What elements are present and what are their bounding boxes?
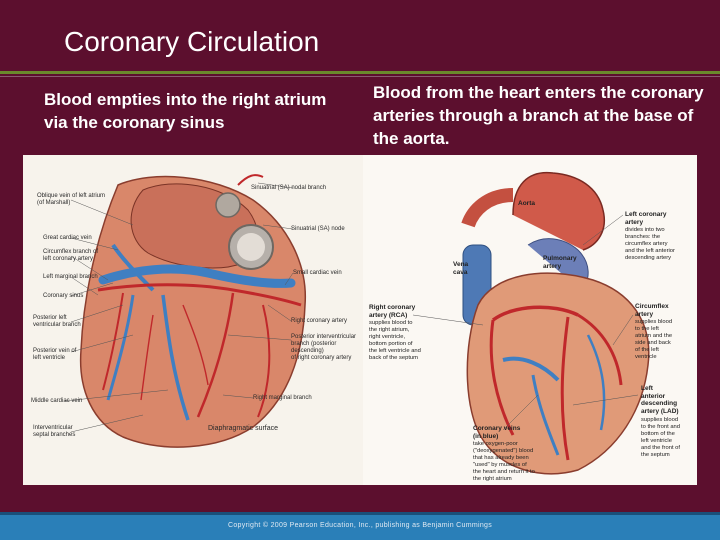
label-vena-cava: Vena cava	[453, 261, 469, 276]
right-caption: Blood from the heart enters the coronary arteries through a branch at the base of the aorta.	[373, 83, 704, 148]
left-caption: Blood empties into the right atrium via the coronary sinus	[44, 90, 327, 132]
label-right-marginal: Right marginal branch	[253, 395, 312, 401]
label-posterior-interventricular: Posterior interventricular branch (posterior descending) of right coronary artery	[291, 334, 357, 361]
label-middle-cardiac-vein: Middle cardiac vein	[31, 398, 83, 404]
label-right-coronary-artery: Right coronary artery	[291, 318, 348, 324]
label-left-coronary-desc: divides into two branches: the circumflex artery and the left anterior descending artery	[625, 227, 675, 261]
label-rca-title: Right coronary artery (RCA)	[369, 304, 416, 319]
label-oblique-vein: Oblique vein of left atrium (of Marshall)	[37, 193, 106, 206]
copyright-text: Copyright © 2009 Pearson Education, Inc., publishing as Benjamin Cummings	[227, 522, 493, 529]
label-circumflex-branch: Circumflex branch of left coronary artery	[43, 249, 99, 262]
title-rule	[0, 71, 720, 74]
label-circumflex-desc: supplies blood to the left atrium and the side and back of the left ventricle	[635, 319, 673, 360]
label-small-cardiac-vein: Small cardiac vein	[293, 270, 342, 276]
label-posterior-vein-lv: Posterior vein of left ventricle	[33, 348, 77, 361]
anterior-heart-figure	[363, 155, 697, 485]
label-coronary-sinus: Coronary sinus	[43, 293, 84, 299]
label-diaphragmatic-surface: Diaphragmatic surface	[208, 425, 279, 432]
label-lad-title: Left anterior descending artery (LAD)	[641, 385, 679, 415]
label-interventricular-septal: Interventricular septal branches	[33, 425, 76, 438]
label-aorta: Aorta	[518, 200, 535, 207]
label-great-cardiac-vein: Great cardiac vein	[43, 235, 92, 241]
label-veins-title: Coronary veins (in blue)	[473, 425, 521, 440]
label-pulmonary-artery: Pulmonary artery	[543, 255, 577, 270]
label-veins-desc: take oxygen-poor ("deoxygenated") blood that has already been "used" by muscles of the heart and return it to the right atrium	[473, 441, 535, 482]
label-sa-node: Sinuatrial (SA) node	[291, 226, 345, 232]
posterior-heart-figure	[23, 155, 368, 485]
slide-title: Coronary Circulation	[64, 26, 320, 57]
label-circumflex-title: Circumflex artery	[635, 303, 669, 318]
label-lad-desc: supplies blood to the front and bottom of the left ventricle and the front of the septum	[641, 417, 680, 458]
label-left-coronary-title: Left coronary artery	[625, 211, 667, 226]
title-rule-thin	[0, 76, 720, 77]
label-posterior-lv-branch: Posterior left ventricular branch	[33, 315, 81, 328]
label-sa-nodal-branch: Sinuatrial (SA) nodal branch	[251, 185, 327, 191]
label-rca-desc: supplies blood to the right atrium, right ventricle, bottom portion of the left ventricle and back of the septum	[369, 320, 421, 361]
label-left-marginal: Left marginal branch	[43, 274, 98, 280]
